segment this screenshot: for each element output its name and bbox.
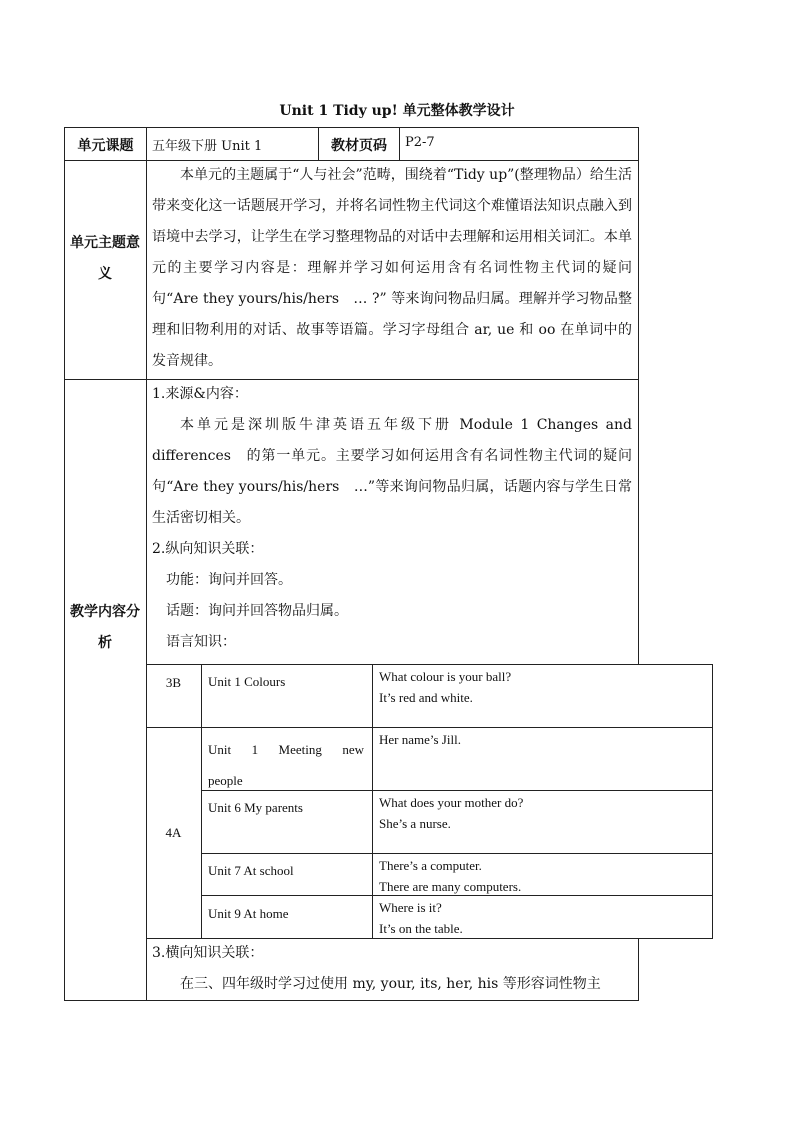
table-row-sentence: What does your mother do?	[379, 795, 524, 810]
table-row-sentence: There’s a computer.	[379, 858, 482, 873]
section-heading-horizontal: 3.横向知识关联：	[152, 945, 264, 961]
topic-line: 话题：询问并回答物品归属。	[166, 603, 348, 619]
table-row-sentence: It’s on the table.	[379, 921, 463, 936]
horizontal-paragraph: 在三、四年级时学习过使用 my, your, its, her, his 等形容词性物主	[180, 976, 601, 992]
source-paragraph: 本单元是深圳版牛津英语五年级下册 Module 1 Changes and differences 的第一单元。主要学习如何运用含有名词性物主代词的疑问句“Are they yours/his/hers …”等来询问物品归属，话题内容与学生日常生活密切相关。	[152, 417, 632, 526]
page-title: Unit 1 Tidy up! 单元整体教学设计	[279, 103, 515, 119]
table-row-unit: Unit 7 At school	[208, 863, 294, 878]
theme-label: 单元主题意义	[70, 235, 140, 282]
table-row-sentence: Her name’s Jill.	[379, 732, 461, 747]
grade-3b-cell: 3B	[165, 675, 182, 690]
unit-topic-label: 单元课题	[77, 138, 134, 154]
table-row-sentence: She’s a nurse.	[379, 816, 451, 831]
table-row-sentence: What colour is your ball?	[379, 669, 512, 684]
textbook-pages-value: P2-7	[405, 135, 435, 150]
table-row-sentence: It’s red and white.	[379, 690, 473, 705]
table-row-unit: Unit 9 At home	[208, 906, 289, 921]
theme-paragraph: 本单元的主题属于“人与社会”范畴，围绕着“Tidy up”(整理物品）给生活带来变化这一话题展开学习，并将名词性物主代词这个难懂语法知识点融入到语境中去学习，让学生在学习整理物品的对话中去理解和运用相关词汇。本单元的主要学习内容是：理解并学习如何运用含有名词性物主代词的疑问句“Are they yours/his/hers … ?” 等来询问物品归属。理解并学习物品整理和旧物利用的对话、故事等语篇。学习字母组合 ar, ue 和 oo 在单词中的发音规律。	[152, 167, 632, 369]
section-heading-vertical: 2.纵向知识关联：	[152, 541, 264, 557]
textbook-pages-label: 教材页码	[331, 138, 387, 154]
section-heading-source: 1.来源&内容：	[152, 386, 248, 402]
table-row-unit: Unit 1 Meeting new people	[208, 742, 364, 788]
table-row-sentence: Where is it?	[379, 900, 442, 915]
grade-4a-cell: 4A	[165, 825, 182, 840]
table-row-unit: Unit 6 My parents	[208, 800, 303, 815]
table-row-sentence: There are many computers.	[379, 879, 522, 894]
analysis-label: 教学内容分析	[70, 604, 140, 651]
unit-topic-value: 五年级下册 Unit 1	[152, 139, 263, 154]
language-line: 语言知识：	[166, 634, 236, 650]
table-row-unit: Unit 1 Colours	[208, 674, 286, 689]
function-line: 功能：询问并回答。	[166, 572, 292, 588]
